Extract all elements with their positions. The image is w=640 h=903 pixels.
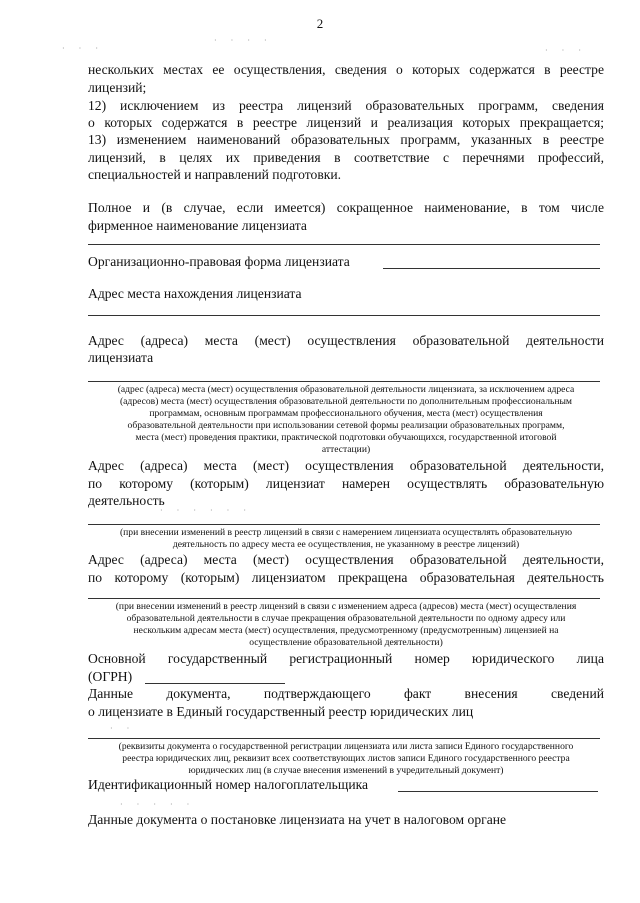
tax-label: Данные документа о постановке лицензиата на учет в налоговом органе bbox=[88, 812, 507, 827]
activity-line2: лицензиата bbox=[88, 350, 154, 365]
scan-specks: · · · · · bbox=[120, 800, 196, 809]
egrul-line2: о лицензиате в Единый государственный реестр юридических лиц bbox=[88, 704, 474, 719]
activity-field-line[interactable] bbox=[88, 381, 600, 382]
stopped-line1: Адрес (адреса) места (мест) осуществления образовательной деятельности, bbox=[88, 552, 604, 567]
activity-note-4: образовательной деятельности при использовании сетевой формы реализации образовательных программ, bbox=[127, 420, 565, 431]
ogrn-line2: (ОГРН) bbox=[88, 669, 133, 684]
intended-line3: деятельность bbox=[88, 493, 165, 508]
para1-line6: лицензий, в целях их приведения в соответствие с перечнями профессий, bbox=[88, 150, 604, 165]
orgform-field-line[interactable] bbox=[383, 268, 600, 269]
activity-note-6: аттестации) bbox=[321, 444, 371, 455]
ogrn-line1: Основной государственный регистрационный номер юридического лица bbox=[88, 651, 604, 666]
para1-line3: 12) исключением из реестра лицензий образовательных программ, сведения bbox=[88, 98, 604, 113]
intended-line1: Адрес (адреса) места (мест) осуществления образовательной деятельности, bbox=[88, 458, 604, 473]
para1-line7: специальностей и направлений подготовки. bbox=[88, 167, 342, 182]
address-field-line[interactable] bbox=[88, 315, 600, 316]
stopped-note-3: нескольким адресам места (мест) осуществления, предусмотренному (предусмотренным) лицензией на bbox=[133, 625, 559, 636]
egrul-note-1: (реквизиты документа о государственной регистрации лицензиата или листа записи Единого государственного bbox=[118, 741, 574, 752]
scan-specks: · · bbox=[110, 724, 136, 733]
activity-note-1: (адрес (адреса) места (мест) осуществления образовательной деятельности лицензиата, за исключением адреса bbox=[117, 384, 575, 395]
stopped-note-1: (при внесении изменений в реестр лицензий в связи с изменением адреса (адресов) места (мест) осуществления bbox=[115, 601, 577, 612]
egrul-line1: Данные документа, подтверждающего факт внесения сведений bbox=[88, 686, 604, 701]
egrul-field-line[interactable] bbox=[88, 738, 600, 739]
para1-line4: о которых содержатся в реестре лицензий и реализация которых прекращается; bbox=[88, 115, 604, 130]
activity-note-3: программам, основным программам профессионального обучения, места (мест) осуществления bbox=[149, 408, 543, 419]
intended-note-2: деятельность по адресу места ее осуществления, не указанному в реестре лицензий) bbox=[172, 539, 520, 550]
orgform-label: Организационно-правовая форма лицензиата bbox=[88, 254, 350, 269]
address-label: Адрес места нахождения лицензиата bbox=[88, 286, 302, 301]
scan-specks: · · · · bbox=[214, 36, 273, 45]
scan-specks: · · · bbox=[62, 44, 104, 53]
egrul-note-2: реестра юридических лиц, реквизит всех соответствующих листов записи Единого государственного реестра bbox=[122, 753, 570, 764]
stopped-field-line[interactable] bbox=[88, 598, 600, 599]
activity-note-2: (адресов) места (мест) осуществления образовательной деятельности по дополнительным профессиональным bbox=[119, 396, 573, 407]
activity-note-5: места (мест) проведения практики, практической подготовки обучающихся, государственной итоговой bbox=[135, 432, 557, 443]
para1-line2: лицензий; bbox=[88, 80, 147, 95]
stopped-note-2: образовательной деятельности в случае прекращения образовательной деятельности по одному адресу или bbox=[126, 613, 566, 624]
fullname-line2: фирменное наименование лицензиата bbox=[88, 218, 307, 233]
stopped-line2: по которому (которым) лицензиатом прекращена образовательная деятельность bbox=[88, 570, 604, 585]
activity-line1: Адрес (адреса) места (мест) осуществления образовательной деятельности bbox=[88, 333, 604, 348]
scan-specks: · · · bbox=[545, 46, 587, 55]
fullname-field-line[interactable] bbox=[88, 244, 600, 245]
para1-line1: нескольких местах ее осуществления, сведения о которых содержатся в реестре bbox=[88, 62, 604, 77]
intended-line2: по которому (которым) лицензиат намерен осуществлять образовательную bbox=[88, 476, 604, 491]
intended-field-line[interactable] bbox=[88, 524, 600, 525]
stopped-note-4: осуществление образовательной деятельности) bbox=[249, 637, 443, 648]
ogrn-field-line[interactable] bbox=[145, 683, 285, 684]
para1-line5: 13) изменением наименований образовательных программ, указанных в реестре bbox=[88, 132, 604, 147]
fullname-line1: Полное и (в случае, если имеется) сокращенное наименование, в том числе bbox=[88, 200, 604, 215]
scan-specks: · · · · · · bbox=[160, 506, 252, 515]
intended-note-1: (при внесении изменений в реестр лицензий в связи с намерением лицензиата осуществлять образовательную bbox=[119, 527, 573, 538]
page-number: 2 bbox=[316, 16, 324, 31]
inn-label: Идентификационный номер налогоплательщика bbox=[88, 777, 369, 792]
egrul-note-3: юридических лиц (в случае внесения изменений в учредительный документ) bbox=[188, 765, 504, 776]
inn-field-line[interactable] bbox=[398, 791, 598, 792]
